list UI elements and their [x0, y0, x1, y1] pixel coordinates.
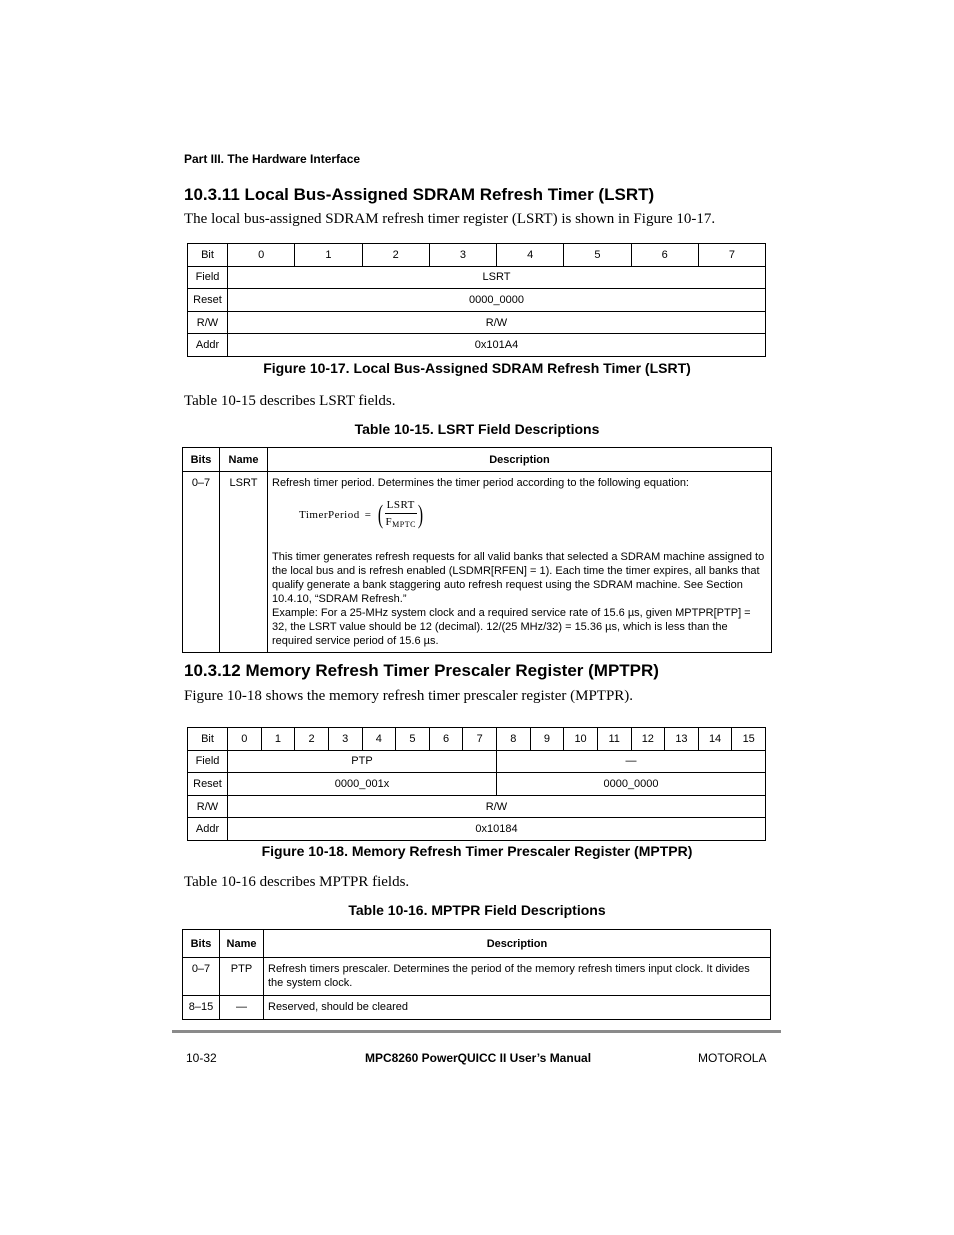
table-lead-10-16: Table 10-16 describes MPTPR fields. [184, 874, 410, 890]
rw-value: R/W [228, 795, 766, 818]
bit-number: 3 [429, 244, 496, 267]
field-row [188, 750, 766, 773]
table-caption-10-15: Table 10-15. LSRT Field Descriptions [354, 421, 600, 437]
cell-name: — [220, 996, 264, 1020]
bit-number: 3 [328, 728, 362, 751]
row-label-bit: Bit [188, 244, 228, 267]
running-header: Part III. The Hardware Interface [184, 152, 361, 166]
header-name: Name [220, 930, 264, 958]
description-example: Example: For a 25-MHz system clock and a required service rate of 15.6 µs, given MPTPR[PTP] = 32, the LSRT value should be 12 (decimal). 12/(25 MHz/32) = 15.36 µs, which is less than the required service period of 15.6 µs. [272, 607, 751, 647]
row-label-reset: Reset [188, 773, 228, 796]
bit-number: 2 [362, 244, 429, 267]
table-row [183, 472, 772, 653]
bit-number: 6 [429, 728, 463, 751]
equation-numerator: LSRT [385, 498, 417, 514]
header-name: Name [220, 448, 268, 472]
row-label-field: Field [188, 750, 228, 773]
row-label-field: Field [188, 266, 228, 289]
section-intro-lsrt: The local bus-assigned SDRAM refresh timer register (LSRT) is shown in Figure 10-17. [184, 211, 716, 227]
reset-row [188, 289, 766, 312]
row-label-bit: Bit [188, 728, 228, 751]
bit-number: 13 [665, 728, 699, 751]
bit-number: 5 [396, 728, 430, 751]
equation-denominator [386, 514, 416, 532]
bit-number: 1 [261, 728, 295, 751]
denominator-subscript: MPTC [392, 520, 416, 529]
rw-row [188, 795, 766, 818]
addr-row [188, 334, 766, 357]
figure-caption-10-17: Figure 10-17. Local Bus-Assigned SDRAM Refresh Timer (LSRT) [263, 360, 691, 376]
reset-value: 0000_0000 [228, 289, 766, 312]
addr-value: 0x10184 [228, 818, 766, 841]
row-label-reset: Reset [188, 289, 228, 312]
equation-lhs: TimerPeriod [299, 509, 360, 521]
reset-value-high: 0000_001x [228, 773, 497, 796]
bit-number: 4 [362, 728, 396, 751]
bit-number: 2 [295, 728, 329, 751]
field-lsrt: LSRT [228, 266, 766, 289]
lsrt-field-table [182, 447, 772, 653]
description-text: This timer generates refresh requests for all valid banks that selected a SDRAM machine assigned to the local bus and is refresh enabled (LSDMR[RFEN] = 1). Each time the timer expires, all banks that qualify generate a bank staggering auto refresh request using the SDRAM machine. See Section 10.4.10, “SDRAM Refresh.” [272, 551, 765, 605]
reset-row [188, 773, 766, 796]
field-row [188, 266, 766, 289]
cell-bits: 0–7 [183, 472, 220, 653]
bit-number: 11 [597, 728, 631, 751]
description-text: Refresh timer period. Determines the timer period according to the following equation: [272, 477, 689, 489]
field-reserved: — [497, 750, 766, 773]
cell-bits: 8–15 [183, 996, 220, 1020]
bit-number: 9 [530, 728, 564, 751]
cell-description: Reserved, should be cleared [264, 996, 771, 1020]
left-paren: ( [378, 500, 384, 529]
bit-number: 10 [564, 728, 598, 751]
figure-caption-10-18: Figure 10-18. Memory Refresh Timer Prescaler Register (MPTPR) [261, 843, 693, 859]
field-ptp: PTP [228, 750, 497, 773]
table-row [183, 996, 771, 1020]
lsrt-register-diagram [187, 243, 766, 357]
reset-value-low: 0000_0000 [497, 773, 766, 796]
rw-value: R/W [228, 311, 766, 334]
addr-value: 0x101A4 [228, 334, 766, 357]
bit-number: 8 [497, 728, 531, 751]
row-label-rw: R/W [188, 311, 228, 334]
table-row [183, 958, 771, 996]
bit-number: 1 [295, 244, 362, 267]
bit-number: 0 [228, 244, 295, 267]
bit-number: 4 [497, 244, 564, 267]
header-bits: Bits [183, 930, 220, 958]
bit-number: 6 [631, 244, 698, 267]
row-label-addr: Addr [188, 334, 228, 357]
addr-row [188, 818, 766, 841]
cell-name: LSRT [220, 472, 268, 653]
cell-name: PTP [220, 958, 264, 996]
timer-period-equation [299, 498, 767, 532]
mptpr-field-table [182, 929, 771, 1020]
bit-number: 14 [698, 728, 732, 751]
mptpr-register-diagram [187, 727, 766, 841]
footer-brand: MOTOROLA [698, 1051, 767, 1065]
footer-page-number: 10-32 [186, 1051, 217, 1065]
equation-equals: = [364, 509, 372, 521]
rw-row [188, 311, 766, 334]
section-intro-mptpr: Figure 10-18 shows the memory refresh timer prescaler register (MPTPR). [184, 688, 634, 704]
bit-number: 0 [228, 728, 262, 751]
bit-number: 5 [564, 244, 631, 267]
section-heading-mptpr: 10.3.12 Memory Refresh Timer Prescaler Register (MPTPR) [184, 661, 659, 680]
table-header-row [183, 930, 771, 958]
bit-number: 7 [463, 728, 497, 751]
table-caption-10-16: Table 10-16. MPTPR Field Descriptions [348, 902, 606, 918]
header-description: Description [268, 448, 772, 472]
cell-bits: 0–7 [183, 958, 220, 996]
section-heading-lsrt: 10.3.11 Local Bus-Assigned SDRAM Refresh Timer (LSRT) [184, 185, 655, 204]
footer-manual-title: MPC8260 PowerQUICC II User’s Manual [364, 1051, 592, 1065]
bit-row [188, 244, 766, 267]
row-label-addr: Addr [188, 818, 228, 841]
cell-description [268, 472, 772, 653]
header-description: Description [264, 930, 771, 958]
footer-rule [172, 1030, 781, 1033]
denominator-symbol: F [385, 516, 393, 528]
bit-number: 12 [631, 728, 665, 751]
table-lead-10-15: Table 10-15 describes LSRT fields. [184, 393, 396, 409]
bit-row [188, 728, 766, 751]
equation-fraction [385, 498, 417, 532]
header-bits: Bits [183, 448, 220, 472]
bit-number: 15 [732, 728, 766, 751]
bit-number: 7 [698, 244, 765, 267]
row-label-rw: R/W [188, 795, 228, 818]
cell-description: Refresh timers prescaler. Determines the period of the memory refresh timers input clock. It divides the system clock. [264, 958, 771, 996]
table-header-row [183, 448, 772, 472]
right-paren: ) [417, 500, 424, 529]
